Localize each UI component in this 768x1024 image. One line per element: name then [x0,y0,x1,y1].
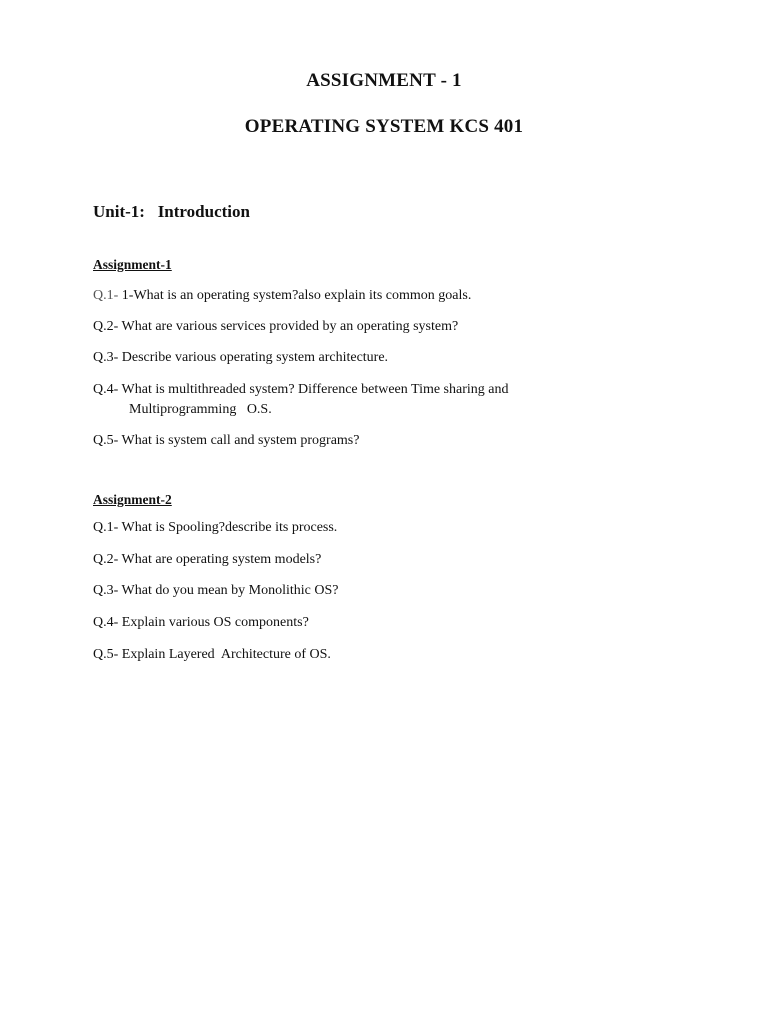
document-title: ASSIGNMENT - 1 [306,70,462,91]
question-item: Q.5- Explain Layered Architecture of OS. [93,647,331,662]
question-number: Q.1- [93,288,119,303]
section-heading-assignment-1: Assignment-1 [93,257,172,272]
section-heading-assignment-2: Assignment-2 [93,492,172,507]
question-item: Q.3- What do you mean by Monolithic OS? [93,583,339,598]
question-text: 1-What is an operating system?also explain its common goals. [118,288,472,303]
question-item: Q.2- What are various services provided by an operating system? [93,319,459,334]
question-item: Q.3- Describe various operating system architecture. [93,350,389,365]
question-continuation: Multiprogramming O.S. [129,402,272,417]
document-subtitle: OPERATING SYSTEM KCS 401 [244,116,524,137]
question-item: Q.5- What is system call and system programs? [93,433,360,448]
question-item [93,286,471,306]
question-item: Q.2- What are operating system models? [93,552,322,567]
question-item: Q.4- Explain various OS components? [93,615,309,630]
question-item: Q.4- What is multithreaded system? Difference between Time sharing and [93,382,509,397]
question-item: Q.1- What is Spooling?describe its process. [93,520,338,535]
unit-heading: Unit-1: Introduction [93,202,250,221]
